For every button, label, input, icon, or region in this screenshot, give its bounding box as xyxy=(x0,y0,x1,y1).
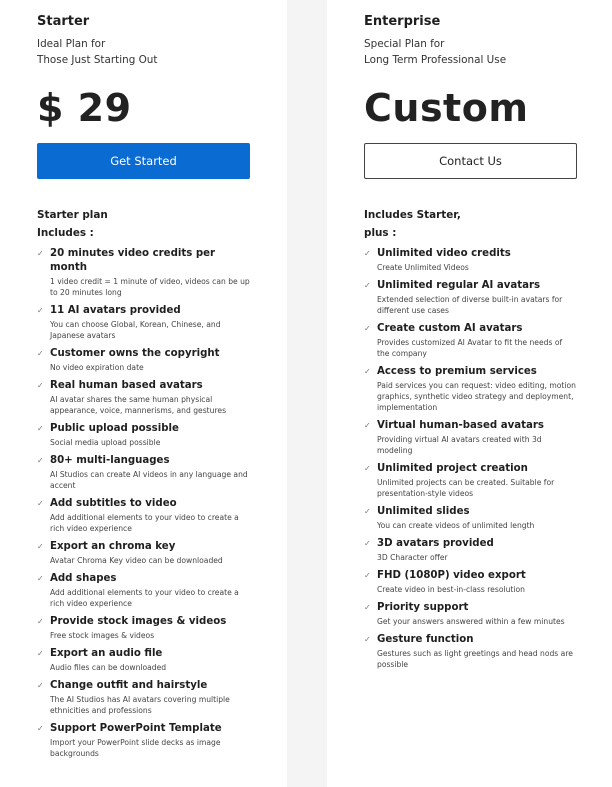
feature-description: Gestures such as light greetings and head nods are possible xyxy=(377,649,573,669)
feature-description: 3D Character offer xyxy=(377,553,448,562)
feature-description: Extended selection of diverse built-in avatars for different use cases xyxy=(377,295,563,315)
feature-item xyxy=(364,601,577,627)
feature-description: AI Studios can create AI videos in any language and accent xyxy=(50,470,248,490)
feature-list xyxy=(364,247,612,670)
check-icon: ✓ xyxy=(37,424,44,433)
plan-price: $ 29 xyxy=(37,86,132,130)
plan-name: Enterprise xyxy=(364,14,441,29)
check-icon: ✓ xyxy=(364,507,371,516)
feature-description: Audio files can be downloaded xyxy=(50,663,167,672)
feature-item xyxy=(364,365,577,413)
feature-title: Add shapes xyxy=(50,573,117,584)
feature-list xyxy=(37,247,287,759)
feature-description: No video expiration date xyxy=(50,363,144,372)
feature-item xyxy=(37,422,250,448)
feature-title: Customer owns the copyright xyxy=(50,348,220,359)
check-icon: ✓ xyxy=(37,381,44,390)
check-icon: ✓ xyxy=(364,603,371,612)
plan-description xyxy=(37,36,247,68)
check-icon: ✓ xyxy=(364,281,371,290)
feature-description: You can create videos of unlimited length xyxy=(377,521,535,530)
feature-title: 20 minutes video credits per month xyxy=(50,248,216,273)
feature-description: Get your answers answered within a few minutes xyxy=(377,617,565,626)
feature-description: AI avatar shares the same human physical appearance, voice, mannerisms, and gestures xyxy=(50,395,227,415)
includes-heading xyxy=(37,206,287,242)
includes-line: Includes Starter, xyxy=(364,209,461,221)
feature-item xyxy=(364,279,577,316)
feature-item xyxy=(37,304,250,341)
feature-description: Add additional elements to your video to create a rich video experience xyxy=(50,588,239,608)
feature-title: Public upload possible xyxy=(50,423,179,434)
check-icon: ✓ xyxy=(364,421,371,430)
feature-title: Create custom AI avatars xyxy=(377,323,523,334)
feature-description: The AI Studios has AI avatars covering multiple ethnicities and professions xyxy=(50,695,230,715)
feature-item xyxy=(37,647,250,673)
feature-title: Unlimited video credits xyxy=(377,248,511,259)
plan-description-line: Ideal Plan for xyxy=(37,38,106,50)
check-icon: ✓ xyxy=(364,571,371,580)
feature-title: Unlimited project creation xyxy=(377,463,528,474)
check-icon: ✓ xyxy=(364,324,371,333)
feature-description: Free stock images & videos xyxy=(50,631,155,640)
feature-item xyxy=(37,615,250,641)
feature-title: Real human based avatars xyxy=(50,380,203,391)
feature-title: Change outfit and hairstyle xyxy=(50,680,208,691)
feature-item xyxy=(37,247,250,298)
feature-description: Avatar Chroma Key video can be downloaded xyxy=(50,556,223,565)
starter-plan-card xyxy=(0,0,287,787)
check-icon: ✓ xyxy=(37,499,44,508)
feature-item xyxy=(37,379,250,416)
feature-title: Unlimited regular AI avatars xyxy=(377,280,541,291)
feature-title: 11 AI avatars provided xyxy=(50,305,181,316)
feature-item xyxy=(364,322,577,359)
feature-item xyxy=(364,247,577,273)
feature-title: Virtual human-based avatars xyxy=(377,420,544,431)
feature-item xyxy=(37,679,250,716)
feature-title: Access to premium services xyxy=(377,366,537,377)
check-icon: ✓ xyxy=(37,249,44,258)
includes-line: Starter plan xyxy=(37,209,108,221)
feature-description: Create video in best-in-class resolution xyxy=(377,585,525,594)
feature-item xyxy=(364,419,577,456)
feature-description: Unlimited projects can be created. Suitable for presentation-style videos xyxy=(377,478,555,498)
check-icon: ✓ xyxy=(364,367,371,376)
check-icon: ✓ xyxy=(364,635,371,644)
feature-item xyxy=(37,540,250,566)
plan-description xyxy=(364,36,574,68)
check-icon: ✓ xyxy=(37,349,44,358)
feature-title: Support PowerPoint Template xyxy=(50,723,222,734)
feature-description: Paid services you can request: video editing, motion graphics, synthetic video strategy and deployment, implementation xyxy=(377,381,576,412)
feature-title: 3D avatars provided xyxy=(377,538,494,549)
feature-description: You can choose Global, Korean, Chinese, and Japanese avatars xyxy=(50,320,221,340)
get-started-button[interactable]: Get Started xyxy=(37,143,250,179)
feature-item xyxy=(37,454,250,491)
feature-item xyxy=(37,497,250,534)
contact-us-button[interactable]: Contact Us xyxy=(364,143,577,179)
feature-title: 80+ multi-languages xyxy=(50,455,170,466)
feature-item xyxy=(364,462,577,499)
feature-item xyxy=(364,633,577,670)
enterprise-plan-card xyxy=(327,0,612,787)
feature-title: Provide stock images & videos xyxy=(50,616,227,627)
feature-description: 1 video credit = 1 minute of video, videos can be up to 20 minutes long xyxy=(50,277,250,297)
check-icon: ✓ xyxy=(37,617,44,626)
feature-title: Export an audio file xyxy=(50,648,163,659)
feature-title: Add subtitles to video xyxy=(50,498,177,509)
plan-name: Starter xyxy=(37,14,90,29)
feature-description: Providing virtual AI avatars created with 3d modeling xyxy=(377,435,542,455)
includes-heading xyxy=(364,206,612,242)
feature-description: Provides customized AI Avatar to fit the needs of the company xyxy=(377,338,563,358)
feature-item xyxy=(37,572,250,609)
feature-title: Priority support xyxy=(377,602,469,613)
feature-item xyxy=(364,505,577,531)
feature-item xyxy=(37,722,250,759)
check-icon: ✓ xyxy=(364,464,371,473)
check-icon: ✓ xyxy=(37,724,44,733)
feature-item xyxy=(37,347,250,373)
includes-line: Includes : xyxy=(37,227,94,239)
check-icon: ✓ xyxy=(364,539,371,548)
check-icon: ✓ xyxy=(37,456,44,465)
plan-description-line: Those Just Starting Out xyxy=(37,54,158,66)
plan-description-line: Special Plan for xyxy=(364,38,445,50)
plan-price: Custom xyxy=(364,86,529,130)
check-icon: ✓ xyxy=(37,649,44,658)
check-icon: ✓ xyxy=(37,681,44,690)
feature-title: Export an chroma key xyxy=(50,541,176,552)
feature-item xyxy=(364,569,577,595)
feature-description: Create Unlimited Videos xyxy=(377,263,469,272)
feature-item xyxy=(364,537,577,563)
feature-description: Social media upload possible xyxy=(50,438,161,447)
feature-title: Unlimited slides xyxy=(377,506,470,517)
feature-title: FHD (1080P) video export xyxy=(377,570,526,581)
check-icon: ✓ xyxy=(37,574,44,583)
feature-description: Add additional elements to your video to create a rich video experience xyxy=(50,513,239,533)
plan-description-line: Long Term Professional Use xyxy=(364,54,507,66)
includes-line: plus : xyxy=(364,227,397,239)
check-icon: ✓ xyxy=(37,306,44,315)
check-icon: ✓ xyxy=(37,542,44,551)
check-icon: ✓ xyxy=(364,249,371,258)
feature-description: Import your PowerPoint slide decks as image backgrounds xyxy=(50,738,221,758)
feature-title: Gesture function xyxy=(377,634,474,645)
